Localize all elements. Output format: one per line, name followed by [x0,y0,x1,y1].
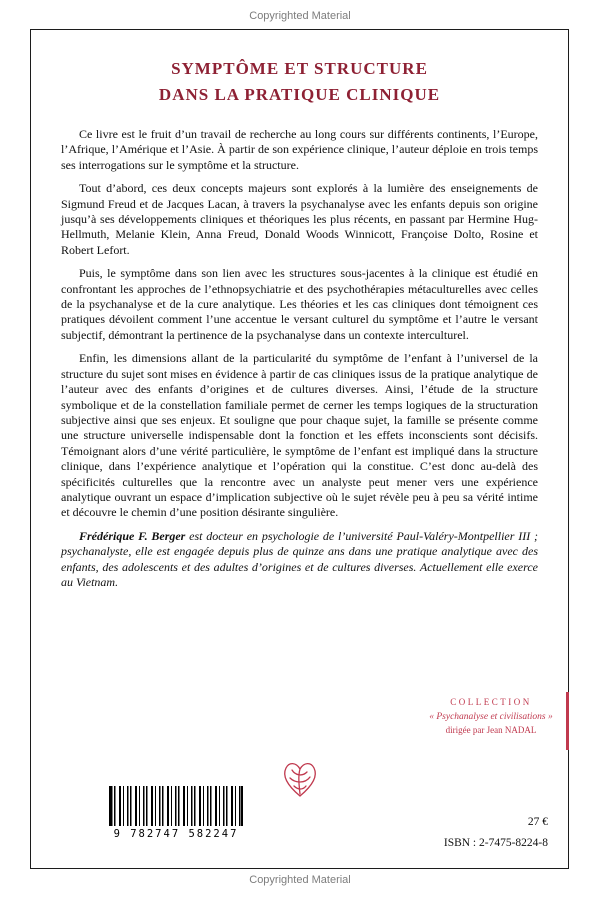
publisher-heart-logo-icon [278,752,322,800]
collection-name: « Psychanalyse et civilisations » [429,711,553,722]
collection-block [416,696,566,737]
barcode-bars [109,786,243,826]
synopsis-paragraph-2: Tout d’abord, ces deux concepts majeurs sont explorés à la lumière des enseignements de Sigmund Freud et de Jacques Lacan, à travers la psychanalyse avec les enfants depuis son origine jusqu’à ses développements cliniques et théoriques les plus récents, en passant par Hermine Hug-Hellmuth, Melanie Klein, Anna Freud, Donald Woods Winnicott, Françoise Dolto, Rosine et Robert Lefort. [61,181,538,257]
cover-border [30,29,569,869]
author-bio-text: est docteur en psychologie de l’université Paul-Valéry-Montpellier III ; psychanalyste, elle est engagée depuis plus de quinze ans dans une pratique analytique avec des enfants, des adolescents et des adultes d’origines et de cultures diverses. Actuellement elle exerce au Vietnam. [61,528,538,589]
copyright-notice-bottom: Copyrighted Material [249,874,351,886]
title-line-2: DANS LA PRATIQUE CLINIQUE [158,84,441,104]
collection-accent-bar [566,692,569,750]
barcode [105,786,247,840]
title-line-1: SYMPTÔME ET STRUCTURE [171,59,428,78]
price-isbn-block [444,812,548,853]
collection-label: COLLECTION [450,697,532,707]
synopsis-paragraph-1: Ce livre est le fruit d’un travail de recherche au long cours sur différents continents, l’Europe, l’Afrique, l’Amérique et l’Asie. À partir de son expérience clinique, l’auteur déploie en trois temps ses interrogations sur le symptôme et la structure. [61,127,538,172]
book-title [31,56,568,107]
isbn: ISBN : 2-7475-8224-8 [443,836,548,849]
synopsis-paragraph-4: Enfin, les dimensions allant de la particularité du symptôme de l’enfant à l’universel de la structure du sujet sont mises en évidence à partir de cas cliniques issus de la pratique analytique de l’auteur avec des enfants d’origines et de cultures diverses. Ainsi, l’étude de la structure symbolique et de la constellation familiale permet de cerner les temps logiques de la structuration subjective ainsi que ses enjeux. Et souligne que pour chaque sujet, la famille se présente comme une structure universelle indispensable dont la fonction et les effets inconscients sont décisifs. Témoignant alors d’une vérité particulière, le symptôme de l’enfant est impliqué dans la structure clinique, dans l’expérience analytique et l’opération qui la constitue. C’est donc au-delà des spécificités culturelles que la rencontre avec un analyste peut mener vers une expérience analytique ouvrant un espace d’implication subjective où le sujet révèle peu à peu sa vérité intime et découvre le chemin d’une position désirante singulière. [61,351,538,520]
synopsis-paragraph-3: Puis, le symptôme dans son lien avec les structures sous-jacentes à la clinique est étudié en confrontant les approches de l’ethnopsychiatrie et des psychothérapies métaculturelles avec celles de la psychanalyse et de la cure analytique. Les théories et les cas cliniques dont témoignent ces pratiques dévoilent comment l’une accentue le versant culturel du symptôme et l’autre le versant subjectif, démontrant la pertinence de la psychanalyse dans un contexte interculturel. [61,266,538,342]
author-bio [61,529,538,591]
barcode-digits: 9 782747 582247 [113,828,239,840]
price: 27 € [527,816,548,828]
copyright-notice-top: Copyrighted Material [249,10,351,22]
collection-director: dirigée par Jean NADAL [445,724,537,735]
synopsis [61,127,538,590]
author-name: Frédérique F. Berger [79,528,186,543]
